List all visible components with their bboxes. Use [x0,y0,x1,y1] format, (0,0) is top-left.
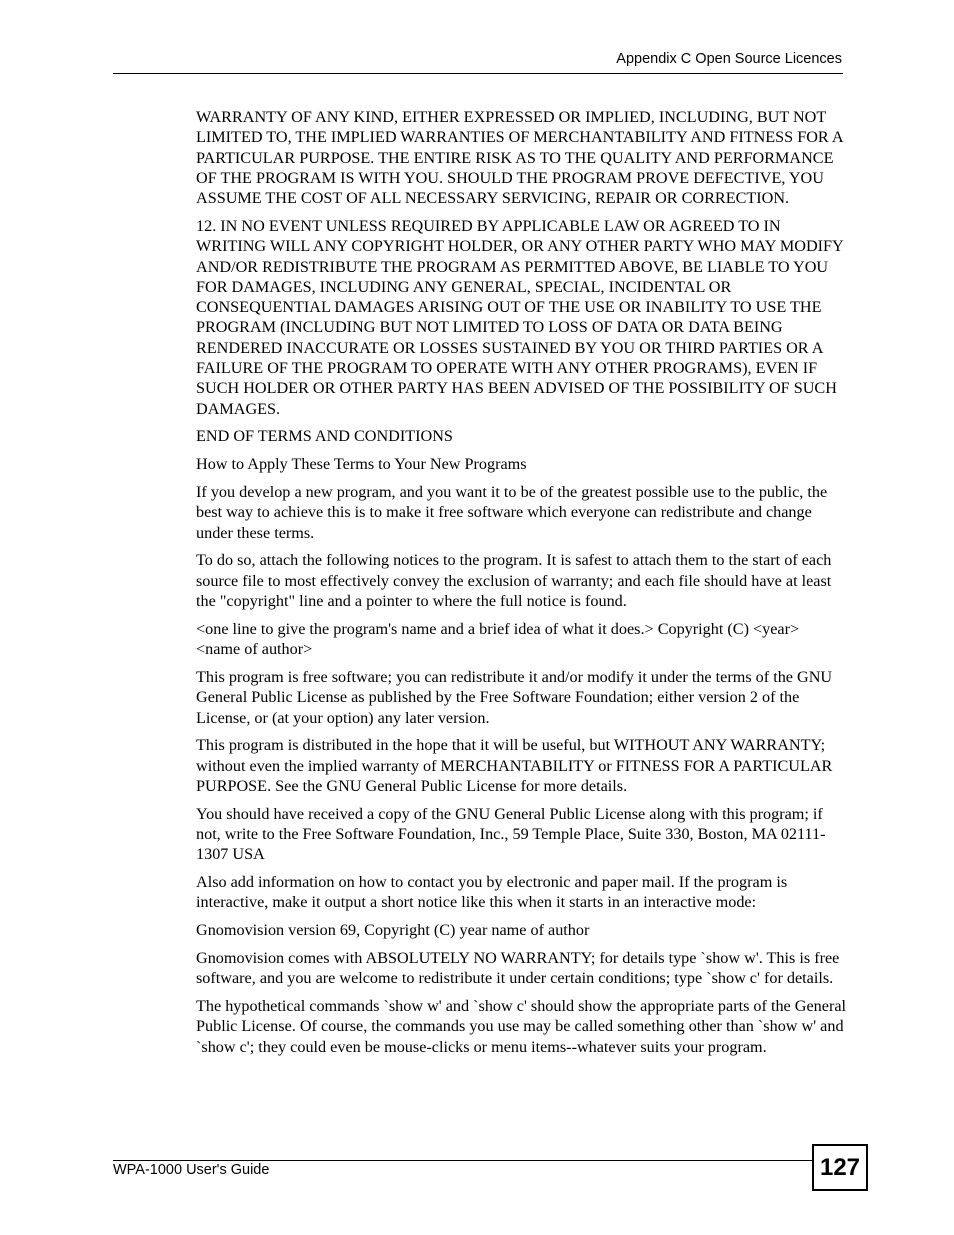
footer-rule [113,1160,812,1161]
running-header: Appendix C Open Source Licences [616,51,842,67]
paragraph-free-software: This program is free software; you can redistribute it and/or modify it under the terms of the GNU General Public License as published by the Free Software Foundation; either version 2 of the License, or (at your option) any later version. [196,667,833,727]
paragraph-hypothetical-commands: The hypothetical commands `show w' and `show c' should show the appropriate parts of the General Public License. Of course, the commands you use may be called something other than `show w' and `show c'; they could even be mouse-clicks or menu items--whatever suits your program. [196,997,847,1056]
paragraph-no-warranty: This program is distributed in the hope that it will be useful, but WITHOUT ANY WARRANTY; without even the implied warranty of MERCHANTABILITY or FITNESS FOR A PARTICULAR PURPOSE. See the GNU General Public License for more details. [196,736,833,795]
paragraph-how-to-apply: How to Apply These Terms to Your New Programs [196,455,527,474]
page-number: 127 [812,1144,868,1191]
paragraph-attach-notices: To do so, attach the following notices to the program. It is safest to attach them to the start of each source file to most effectively convey the exclusion of warranty; and each file should have at least the "copyright" line and a pointer to where the full notice is found. [196,551,832,611]
paragraph-contact-info: Also add information on how to contact you by electronic and paper mail. If the program is interactive, make it output a short notice like this when it starts in an interactive mode: [196,873,788,912]
header-rule [113,73,843,74]
paragraph-gnomovision-notice: Gnomovision comes with ABSOLUTELY NO WARRANTY; for details type `show w'. This is free software, and you are welcome to redistribute it under certain conditions; type `show c' for details. [196,948,840,988]
paragraph-received-copy: You should have received a copy of the GNU General Public License along with this program; if not, write to the Free Software Foundation, Inc., 59 Temple Place, Suite 330, Boston, MA 02111-1307 USA [196,804,826,864]
paragraph-gnomovision-version: Gnomovision version 69, Copyright (C) year name of author [196,921,590,940]
paragraph-copyright-line: <one line to give the program's name and a brief idea of what it does.> Copyright (C) <year> <name of author> [196,619,800,659]
body-text [196,107,846,1064]
paragraph-section-12: 12. IN NO EVENT UNLESS REQUIRED BY APPLICABLE LAW OR AGREED TO IN WRITING WILL ANY COPYRIGHT HOLDER, OR ANY OTHER PARTY WHO MAY MODIFY AND/OR REDISTRIBUTE THE PROGRAM AS PERMITTED ABOVE, BE LIABLE TO YOU FOR DAMAGES, INCLUDING ANY GENERAL, SPECIAL, INCIDENTAL OR CONSEQUENTIAL DAMAGES ARISING OUT OF THE USE OR INABILITY TO USE THE PROGRAM (INCLUDING BUT NOT LIMITED TO LOSS OF DATA OR DATA BEING RENDERED INACCURATE OR LOSSES SUSTAINED BY YOU OR THIRD PARTIES OR A FAILURE OF THE PROGRAM TO OPERATE WITH ANY OTHER PROGRAMS), EVEN IF SUCH HOLDER OR OTHER PARTY HAS BEEN ADVISED OF THE POSSIBILITY OF SUCH DAMAGES. [196,216,844,418]
paragraph-warranty-continued: WARRANTY OF ANY KIND, EITHER EXPRESSED OR IMPLIED, INCLUDING, BUT NOT LIMITED TO, THE IMPLIED WARRANTIES OF MERCHANTABILITY AND FITNESS FOR A PARTICULAR PURPOSE. THE ENTIRE RISK AS TO THE QUALITY AND PERFORMANCE OF THE PROGRAM IS WITH YOU. SHOULD THE PROGRAM PROVE DEFECTIVE, YOU ASSUME THE COST OF ALL NECESSARY SERVICING, REPAIR OR CORRECTION. [196,108,843,208]
footer-guide-title: WPA-1000 User's Guide [113,1162,270,1178]
paragraph-new-program: If you develop a new program, and you want it to be of the greatest possible use to the public, the best way to achieve this is to make it free software which everyone can redistribute and change under these terms. [196,483,828,542]
paragraph-end-of-terms: END OF TERMS AND CONDITIONS [196,427,453,446]
